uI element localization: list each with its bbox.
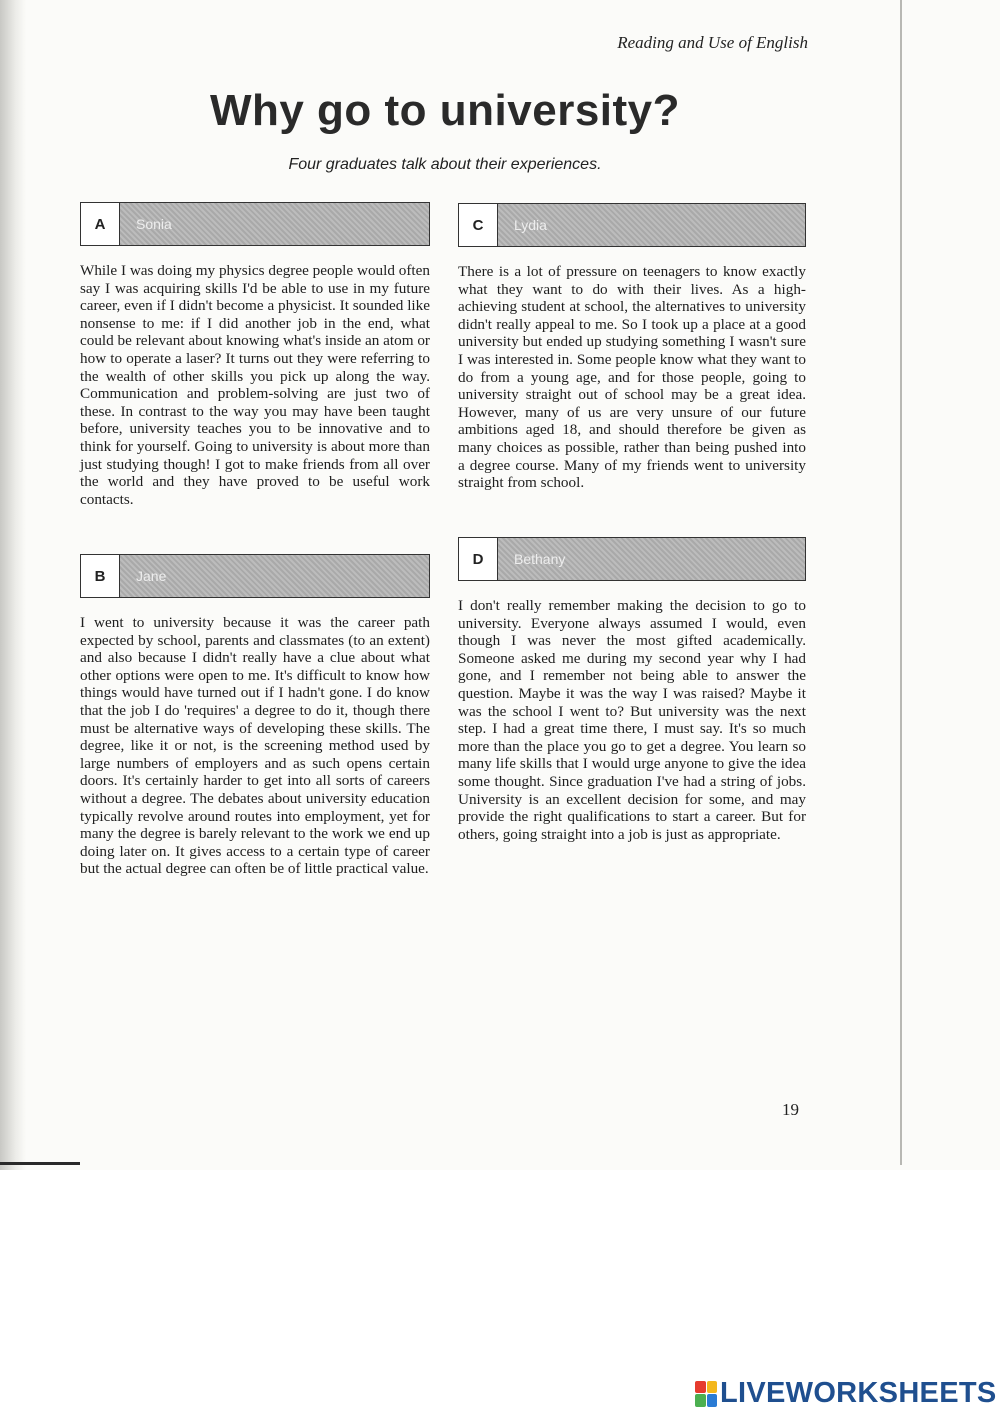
section-header [458, 203, 806, 247]
section-letter: D [459, 538, 498, 580]
running-head: Reading and Use of English [617, 33, 808, 52]
page-number: 19 [782, 1100, 799, 1119]
scan-edge-right [900, 0, 902, 1165]
logo-square [707, 1394, 718, 1407]
logo-square [695, 1394, 706, 1407]
section-text: I don't really remember making the decision to go to university. Everyone always assumed I would, even though I was never the most gifted academically. Someone asked me during my second year why I had gone, and I remember not being able to answer the question. Maybe it was the way I was raised? Maybe it was the school I went to? But university was the next step. I had a great time there, I must say. It's so much more than the place you go to get a degree. You learn so many life skills that I would urge anyone to give the idea some thought. Since graduation I've had a string of jobs. University is an excellent decision for some, and may provide the right qualifications to start a career. But for others, going straight into a job is just as appropriate. [458, 597, 806, 843]
liveworksheets-watermark [695, 1377, 997, 1410]
watermark-text: LIVEWORKSHEETS [720, 1377, 997, 1409]
section-b [80, 554, 430, 878]
section-header [458, 537, 806, 581]
section-name: Sonia [120, 203, 429, 245]
liveworksheets-logo-icon [695, 1381, 717, 1407]
section-text: I went to university because it was the career path expected by school, parents and classmates (to an extent) and also because I didn't really have a clue about what other options were open to me. It's difficult to know how things would have turned out if I hadn't gone. I do know that the job I do 'requires' a degree to do it, though there must be alternative ways of developing these skills. The degree, like it or not, is the screening method used by large numbers of employers and as such opens certain doors. It's certainly harder to get into all sorts of careers without a degree. The debates about university education typically revolve around routes into employment, yet for many the degree is barely relevant to the work we end up doing later on. It gives access to a certain type of career but the actual degree can often be of little practical value. [80, 614, 430, 878]
section-letter: A [81, 203, 120, 245]
scan-edge-left [0, 0, 26, 1170]
section-letter: B [81, 555, 120, 597]
section-header [80, 202, 430, 246]
section-name: Jane [120, 555, 429, 597]
section-c [458, 203, 806, 492]
section-text: While I was doing my physics degree people would often say I was acquiring skills I'd be able to use in my future career, even if I didn't become a physicist. It sounded like nonsense to me: if I did another job in the end, what could be relevant about knowing what's inside an atom or how to operate a laser? It turns out they were referring to the wealth of other skills you pick up along the way. Communication and problem-solving are just two of these. In contrast to the way you may have been taught before, university teaches you to be innovative and to think for yourself. Going to university is about more than just studying though! I got to make friends from all over the world and they have proved to be useful work contacts. [80, 262, 430, 508]
section-letter: C [459, 204, 498, 246]
scan-bottom-line [0, 1162, 80, 1165]
page-subtitle: Four graduates talk about their experiences. [288, 156, 602, 173]
section-d [458, 537, 806, 843]
logo-square [695, 1381, 706, 1394]
logo-square [707, 1381, 718, 1394]
section-header [80, 554, 430, 598]
section-name: Lydia [498, 204, 805, 246]
page-title: Why go to university? [209, 86, 681, 135]
section-name: Bethany [498, 538, 805, 580]
section-text: There is a lot of pressure on teenagers to know exactly what they want to do with their lives. As a high-achieving student at school, the alternatives to university didn't really appeal to me. So I took up a place at a good university but ended up studying something I wasn't sure I was interested in. Some people know what they want to do from a young age, and for those people, going to university straight out of school may be a great idea. However, many of us are very unsure of our future ambitions aged 18, and should therefore be given as many choices as possible, rather than being pushed into a degree course. Many of my friends went to university straight from school. [458, 263, 806, 492]
section-a [80, 202, 430, 508]
